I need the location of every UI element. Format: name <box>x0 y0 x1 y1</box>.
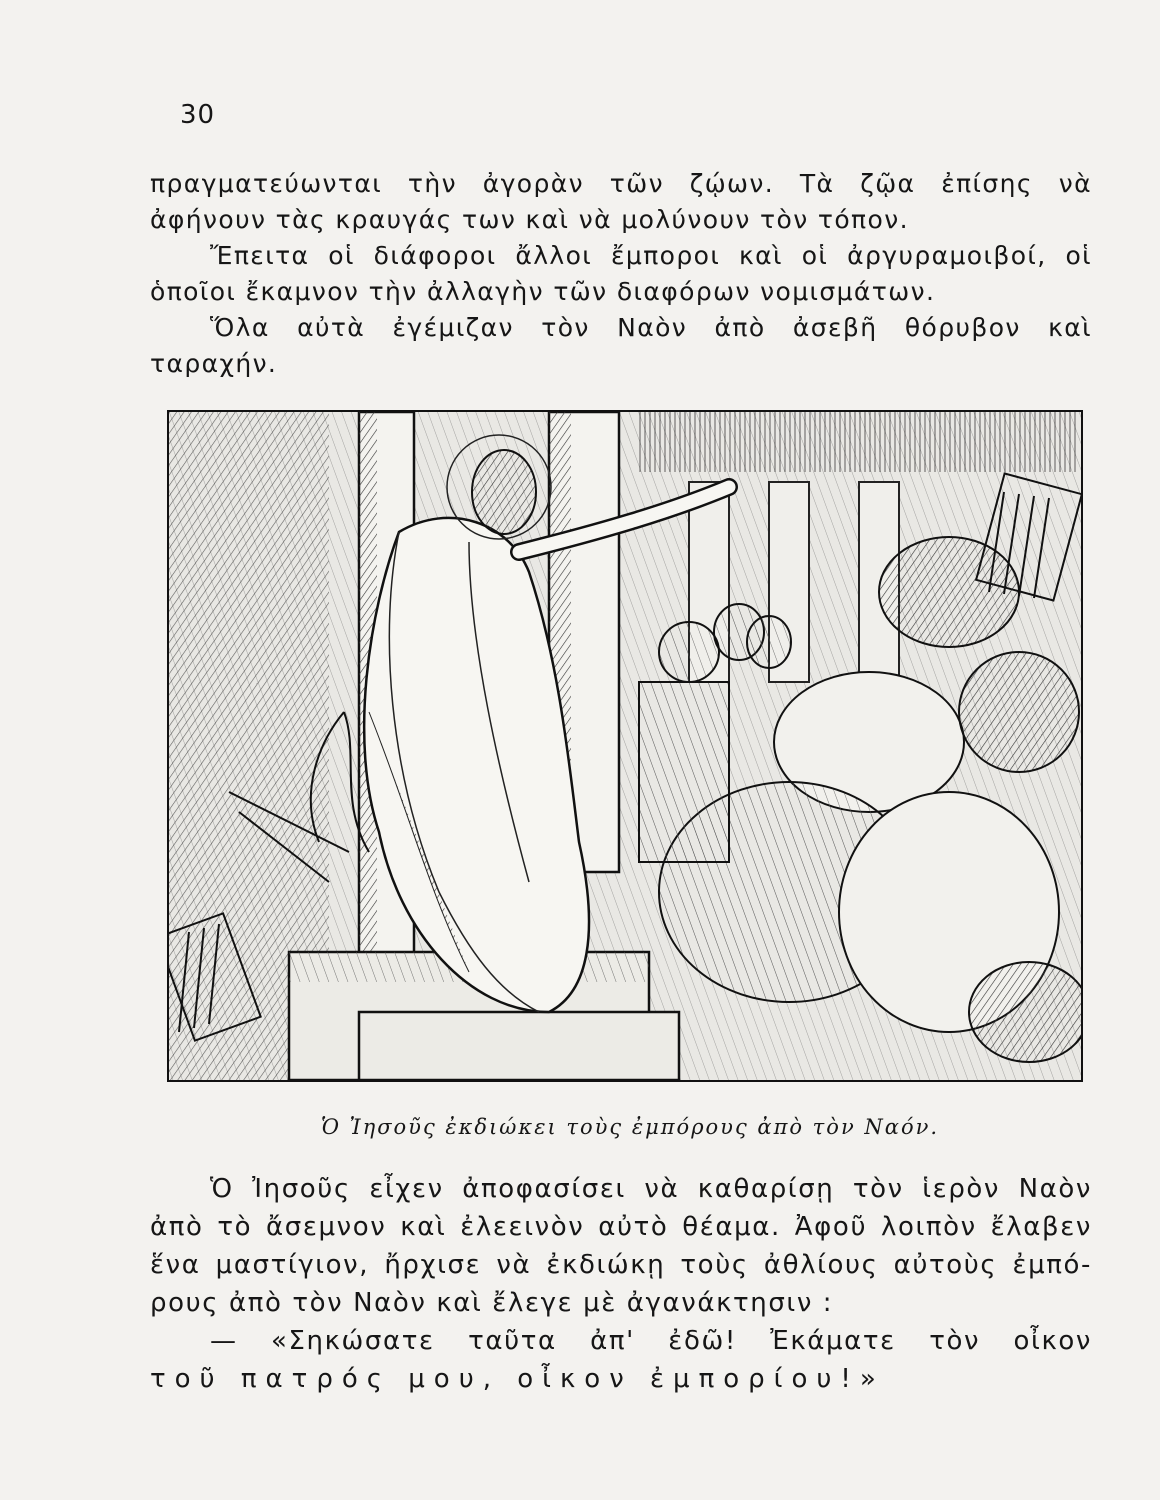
text-line: ρους ἀπὸ τὸν Ναὸν καὶ ἔλεγε μὲ ἀγανάκτησιν : <box>150 1288 834 1318</box>
bottom-paragraph-block <box>150 1170 1092 1398</box>
text-line: πραγματεύωνται τὴν ἀγορὰν τῶν ζῴων. Τὰ ζῷα ἐπίσης νὰ <box>150 169 1092 198</box>
text-line: ἕνα μαστίγιον, ἤρχισε νὰ ἐκδιώκῃ τοὺς ἀθλίους αὐτοὺς ἐμπό- <box>150 1250 1092 1280</box>
text-line: ἀφήνουν τὰς κραυγάς των καὶ νὰ μολύνουν τὸν τόπον. <box>150 205 909 234</box>
text-line: ἀπὸ τὸ ἄσεμνον καὶ ἐλεεινὸν αὐτὸ θέαμα. Ἀφοῦ λοιπὸν ἔλαβεν <box>150 1212 1092 1242</box>
illustration-caption: Ὁ Ἰησοῦς ἐκδιώκει τοὺς ἐμπόρους ἀπὸ τὸν Ναόν. <box>320 1115 940 1139</box>
text-line: ὁποῖοι ἔκαμνον τὴν ἀλλαγὴν τῶν διαφόρων νομισμάτων. <box>150 277 936 306</box>
engraving-drawing <box>169 412 1081 1080</box>
top-paragraph-block <box>150 166 1092 382</box>
engraving-illustration <box>167 410 1083 1082</box>
text-line: τοῦ πατρός μου, οἶκον ἐμπορίου!» <box>150 1364 885 1394</box>
text-line: Ὁ Ἰησοῦς εἶχεν ἀποφασίσει νὰ καθαρίσῃ τὸν ἱερὸν Ναὸν <box>210 1174 1092 1204</box>
text-line: ταραχήν. <box>150 349 278 378</box>
page-number: 30 <box>180 100 216 130</box>
text-line: — «Σηκώσατε ταῦτα ἀπ' ἐδῶ! Ἐκάματε τὸν οἶκον <box>210 1326 1092 1356</box>
text-line: Ἔπειτα οἱ διάφοροι ἄλλοι ἔμποροι καὶ οἱ ἀργυραμοιβοί, οἱ <box>210 241 1092 270</box>
text-line: Ὅλα αὐτὰ ἐγέμιζαν τὸν Ναὸν ἀπὸ ἀσεβῆ θόρυβον καὶ <box>210 313 1092 342</box>
